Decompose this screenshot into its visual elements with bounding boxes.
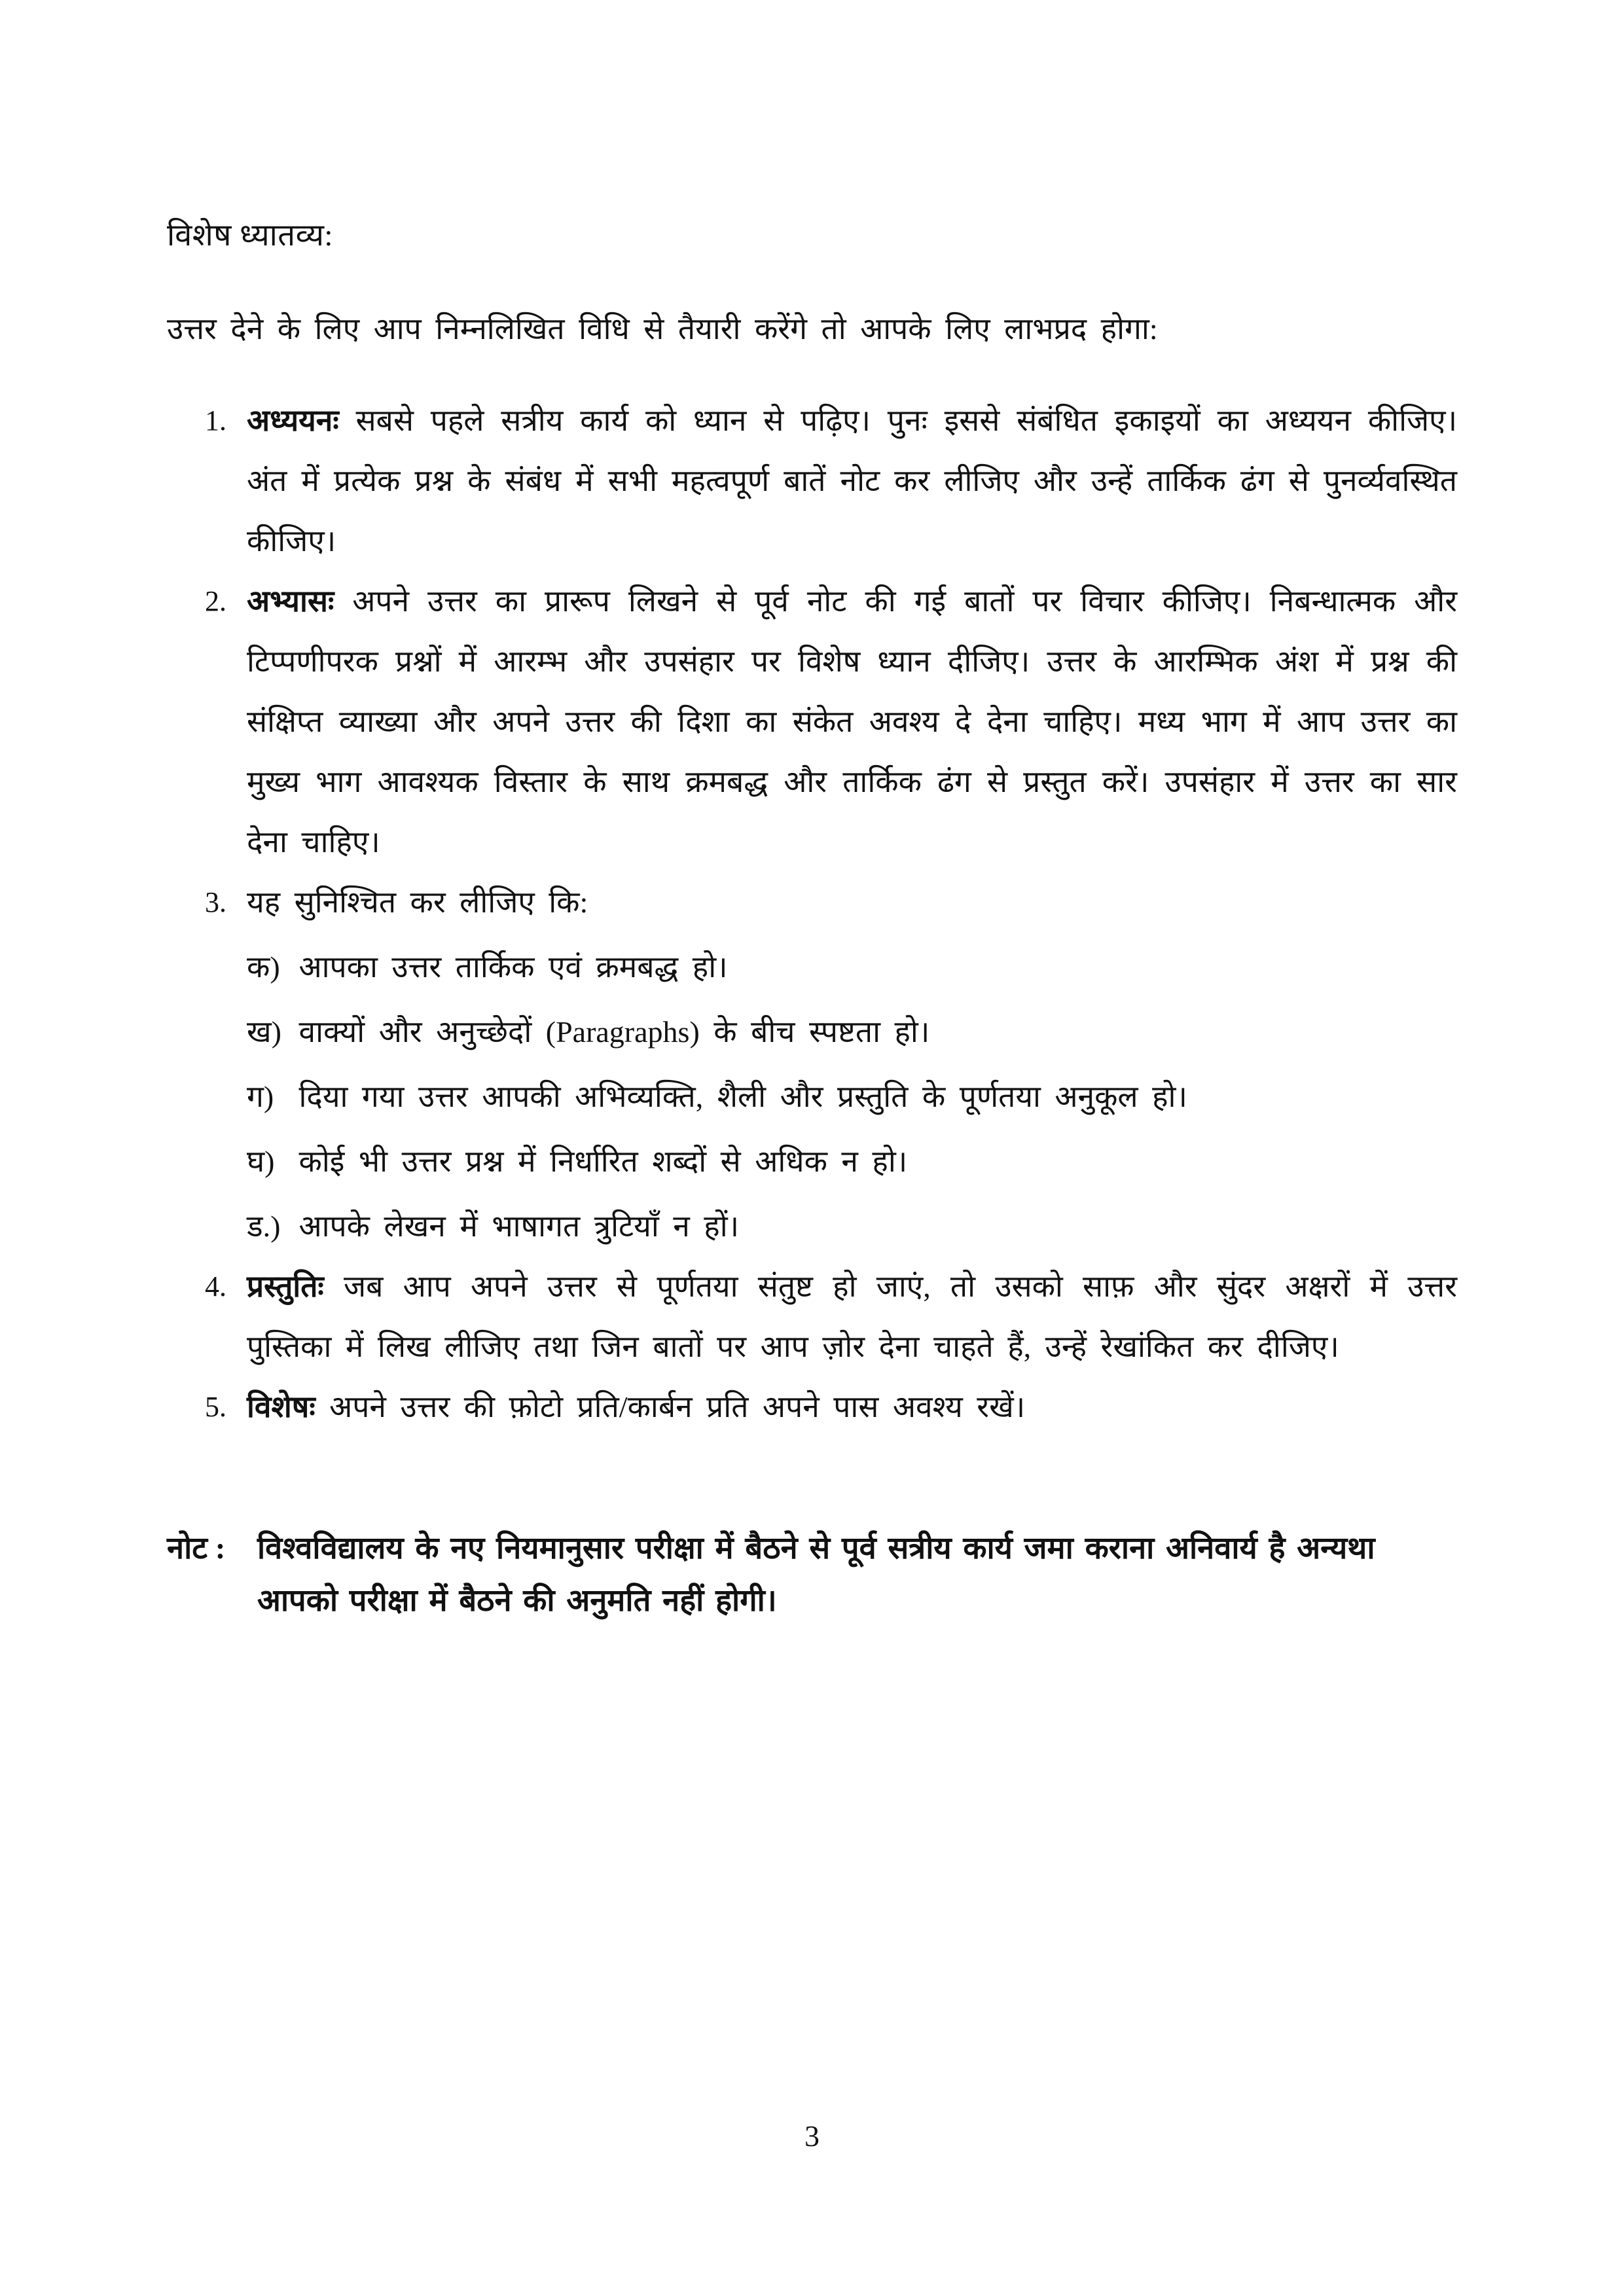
list-item-lead: अध्ययनः: [247, 404, 339, 437]
sub-item-ga: [247, 1067, 1457, 1127]
list-item-text: यह सुनिश्चित कर लीजिए कि:: [247, 886, 588, 919]
list-item-text: अपने उत्तर की फ़ोटो प्रति/कार्बन प्रति अपने पास अवश्य रखें।: [329, 1390, 1026, 1424]
list-item-special: [205, 1377, 1457, 1437]
list-item-text: जब आप अपने उत्तर से पूर्णतया संतुष्ट हो जाएं, तो उसको साफ़ और सुंदर अक्षरों में उत्तर पुस्तिका में लिख लीजिए तथा जिन बातों पर आप ज़ोर देना चाहते हैं, उन्हें रेखांकित कर दीजिए।: [247, 1270, 1458, 1363]
list-item-text: सबसे पहले सत्रीय कार्य को ध्यान से पढ़िए। पुनः इससे संबंधित इकाइयों का अध्ययन कीजिए। अंत में प्रत्येक प्रश्न के संबंध में सभी महत्वपूर्ण बातें नोट कर लीजिए और उन्हें तार्किक ढंग से पुनर्व्यवस्थित कीजिए।: [247, 404, 1458, 558]
sub-item-label: ख): [247, 1015, 281, 1049]
sub-item-text: आपका उत्तर तार्किक एवं क्रमबद्ध हो।: [298, 950, 728, 984]
list-item-body: [247, 872, 1457, 1257]
list-item-practice: [205, 571, 1457, 872]
sub-item-label: घ): [247, 1145, 275, 1178]
sub-item-label: ग): [247, 1080, 274, 1113]
intro-paragraph: उत्तर देने के लिए आप निम्नलिखित विधि से तैयारी करेंगे तो आपके लिए लाभप्रद होगा:: [167, 312, 1158, 346]
page-number: 3: [804, 2119, 820, 2153]
list-item-body: [247, 571, 1457, 872]
sub-item-text: दिया गया उत्तर आपकी अभिव्यक्ति, शैली और प्रस्तुति के पूर्णतया अनुकूल हो।: [298, 1080, 1187, 1113]
note-label: नोट :: [167, 1532, 226, 1566]
note-text: विश्वविद्यालय के नए नियमानुसार परीक्षा में बैठने से पूर्व सत्रीय कार्य जमा कराना अनिवार्य है अन्यथा आपको परीक्षा में बैठने की अनुमति नहीं होगी।: [257, 1532, 1375, 1618]
list-item-body: [247, 1377, 1457, 1437]
sub-item-text: आपके लेखन में भाषागत त्रुटियाँ न हों।: [298, 1210, 740, 1243]
sub-item-kha: [247, 1002, 1457, 1062]
list-item-lead: प्रस्तुतिः: [247, 1270, 324, 1303]
sub-item-ka: [247, 937, 1457, 997]
list-item-lead: अभ्यासः: [247, 584, 334, 618]
sub-item-gha: [247, 1132, 1457, 1192]
list-number: 3.: [205, 886, 226, 918]
list-number: 5.: [205, 1391, 226, 1423]
list-number: 2.: [205, 585, 226, 617]
list-item-ensure: [205, 872, 1457, 1257]
sub-item-label: क): [247, 950, 280, 984]
instruction-list: [205, 391, 1457, 1437]
list-item-lead: विशेषः: [247, 1390, 316, 1424]
list-item-body: [247, 1257, 1457, 1377]
sub-item-label: ड.): [247, 1210, 281, 1243]
list-item-text: अपने उत्तर का प्रारूप लिखने से पूर्व नोट की गई बातों पर विचार कीजिए। निबन्धात्मक और टिप्पणीपरक प्रश्नों में आरम्भ और उपसंहार पर विशेष ध्यान दीजिए। उत्तर के आरम्भिक अंश में प्रश्न की संक्षिप्त व्याख्या और अपने उत्तर की दिशा का संकेत अवश्य दे देना चाहिए। मध्य भाग में आप उत्तर का मुख्य भाग आवश्यक विस्तार के साथ क्रमबद्ध और तार्किक ढंग से प्रस्तुत करें। उपसंहार में उत्तर का सार देना चाहिए।: [247, 584, 1458, 859]
sub-item-nga: [247, 1196, 1457, 1257]
sub-item-text: कोई भी उत्तर प्रश्न में निर्धारित शब्दों से अधिक न हो।: [298, 1145, 908, 1178]
list-item-presentation: [205, 1257, 1457, 1377]
sub-item-text: वाक्यों और अनुच्छेदों (Paragraphs) के बीच स्पष्टता हो।: [298, 1015, 930, 1049]
list-number: 4.: [205, 1270, 226, 1302]
page-heading: विशेष ध्यातव्य:: [167, 219, 333, 253]
note-paragraph: [167, 1522, 1457, 1627]
list-item-study: [205, 391, 1457, 571]
list-item-body: [247, 391, 1457, 571]
list-number: 1.: [205, 404, 226, 437]
